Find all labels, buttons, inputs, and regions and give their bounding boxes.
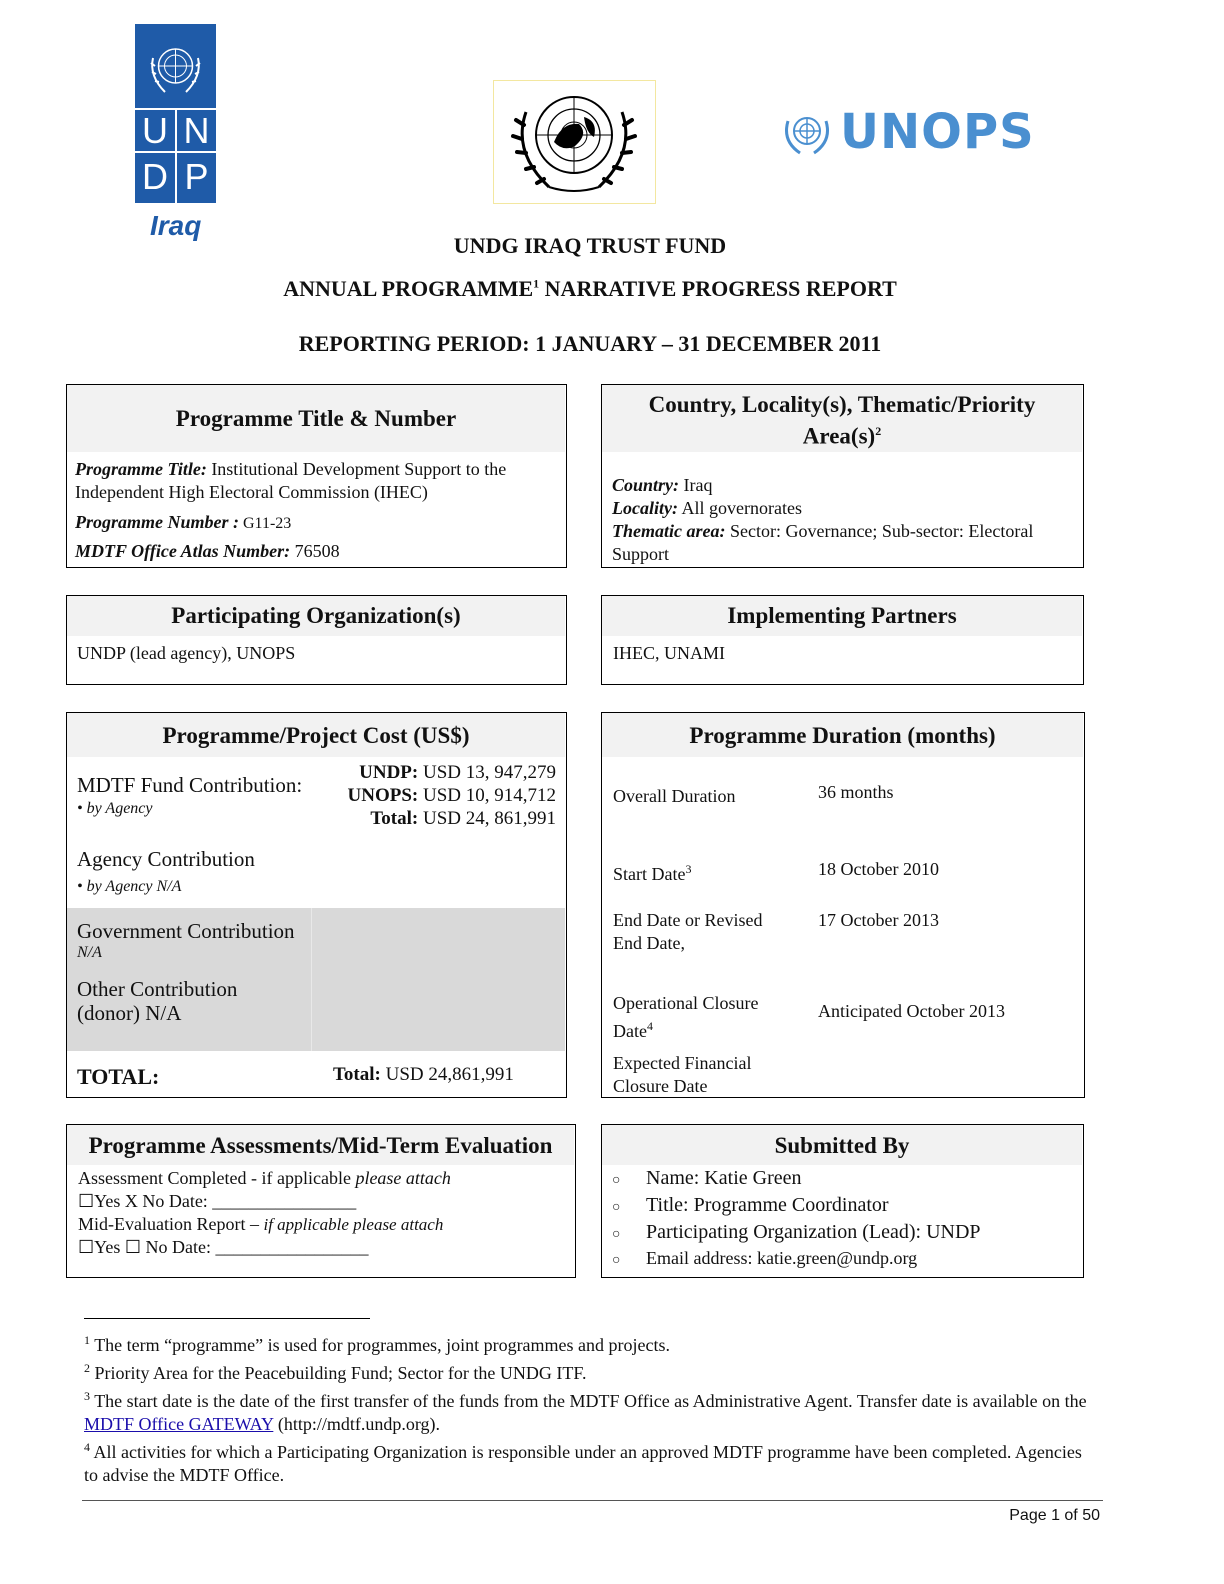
un-emblem-icon <box>504 87 645 199</box>
report-title-fund: UNDG IRAQ TRUST FUND <box>453 233 727 258</box>
country-field <box>612 474 1077 497</box>
footnote-text: The start date is the date of the first transfer of the funds from the MDTF Office as Administrative Agent. Transfer date is available on the <box>94 1391 1087 1411</box>
locality-label: Locality: <box>612 498 678 518</box>
footnote-3 <box>84 1385 1094 1436</box>
thematic-value: Sector: Governance; Sub-sector: Electoral Support <box>612 521 1034 564</box>
submitted-box <box>601 1124 1084 1278</box>
un-emblem-icon <box>145 36 206 102</box>
operational-closure-label-2: Date <box>613 1021 647 1041</box>
mdtf-gateway-link[interactable]: MDTF Office GATEWAY <box>84 1414 274 1434</box>
grand-total <box>333 1064 514 1086</box>
other-label-1: Other Contribution <box>77 977 238 1001</box>
programme-title-box <box>66 384 567 568</box>
footnote-ref-4: 4 <box>646 1019 653 1033</box>
grand-total-text-label: Total: <box>333 1064 381 1085</box>
assessment-yes-checkbox[interactable]: ☐ <box>78 1191 95 1211</box>
end-date-label-2: End Date, <box>613 933 685 953</box>
start-date-value: 18 October 2010 <box>818 859 939 879</box>
implementing-header: Implementing Partners <box>602 596 1082 636</box>
overall-duration-label: Overall Duration <box>613 786 736 806</box>
agency-sub-text: by Agency N/A <box>86 878 182 895</box>
mdtf-label: MDTF Fund Contribution: <box>77 773 303 797</box>
unops-emblem-icon <box>780 107 834 157</box>
unops-wordmark: UNOPS <box>840 104 1035 160</box>
total-amount <box>348 807 557 830</box>
other-contribution <box>77 977 237 1025</box>
mid-yes-checkbox[interactable]: ☐ <box>78 1237 95 1257</box>
implementing-value: IHEC, UNAMI <box>613 643 725 663</box>
mid-no-text: No Date: _________________ <box>140 1237 369 1257</box>
atlas-number-label: MDTF Office Atlas Number: <box>75 541 291 561</box>
government-contribution <box>77 919 295 962</box>
submitted-title: Title: Programme Coordinator <box>646 1194 889 1216</box>
mid-evaluation-label: Mid-Evaluation Report – <box>78 1214 264 1234</box>
footnote-text-post: (http://mdtf.undp.org). <box>273 1414 440 1434</box>
start-date-label-text: Start Date <box>613 864 686 884</box>
country-header-line2-wrap <box>602 418 1082 450</box>
assessments-content <box>78 1167 568 1259</box>
participating-header: Participating Organization(s) <box>67 596 565 636</box>
submitted-email: Email address: katie.green@undp.org <box>646 1248 918 1268</box>
programme-title-value: Institutional Development Support to the Independent High Electoral Commission (IHEC) <box>75 459 507 502</box>
footnote-text: The term “programme” is used for programmes, joint programmes and projects. <box>94 1335 671 1355</box>
undp-letter-p: P <box>184 156 209 197</box>
page-number: Page 1 of 50 <box>1009 1507 1100 1524</box>
atlas-number-value: 76508 <box>290 541 340 561</box>
cost-header: Programme/Project Cost (US$) <box>67 713 565 757</box>
bullet-circle-icon: ○ <box>612 1253 621 1268</box>
thematic-label: Thematic area: <box>612 521 726 541</box>
footer-rule <box>82 1500 1103 1501</box>
footnote-num: 1 <box>84 1333 90 1347</box>
financial-closure-label <box>613 1052 751 1098</box>
programme-title-field <box>75 458 560 504</box>
end-date-label-1: End Date or Revised <box>613 910 763 930</box>
programme-title-content <box>75 458 560 563</box>
agency-contribution <box>77 847 255 896</box>
grand-total-label: TOTAL: <box>77 1064 160 1089</box>
government-sub: N/A <box>77 944 102 961</box>
country-header-line1: Country, Locality(s), Thematic/Priority <box>648 392 1036 417</box>
programme-title-header: Programme Title & Number <box>67 385 565 452</box>
submitted-item-email <box>612 1247 1077 1272</box>
programme-title-label: Programme Title: <box>75 459 207 479</box>
unops-amount-label: UNOPS: <box>347 785 419 806</box>
country-content <box>612 474 1077 566</box>
undp-amount <box>348 761 557 784</box>
bullet-circle-icon: ○ <box>612 1173 621 1188</box>
locality-value: All governorates <box>677 498 802 518</box>
end-date-value: 17 October 2013 <box>818 910 939 930</box>
shaded-contributions <box>67 908 565 1051</box>
un-emblem-frame <box>493 80 656 204</box>
undp-amount-value: USD 13, 947,279 <box>418 762 556 783</box>
overall-duration-value: 36 months <box>818 782 894 802</box>
operational-closure-label-2-wrap <box>613 1015 758 1043</box>
cost-box <box>66 712 567 1098</box>
duration-header: Programme Duration (months) <box>602 713 1083 757</box>
end-date-label <box>613 909 762 955</box>
submitted-item-org <box>612 1220 1077 1247</box>
locality-field <box>612 497 1077 520</box>
submitted-item-title <box>612 1193 1077 1220</box>
report-title-main-pre: ANNUAL PROGRAMME <box>283 276 534 301</box>
undp-country-label: Iraq <box>150 210 202 241</box>
assessment-attach: please attach <box>355 1168 451 1188</box>
submitted-name: Name: Katie Green <box>646 1167 802 1189</box>
footnote-ref-3: 3 <box>685 862 692 876</box>
bullet-circle-icon: ○ <box>612 1200 621 1215</box>
assessment-options <box>78 1190 568 1213</box>
agency-sub: • by Agency N/A <box>77 878 182 895</box>
mid-evaluation <box>78 1213 568 1236</box>
mid-evaluation-attach: if applicable please attach <box>263 1215 444 1234</box>
programme-number-field <box>75 511 560 535</box>
submitted-header: Submitted By <box>602 1125 1082 1165</box>
agency-label: Agency Contribution <box>77 847 255 871</box>
start-date-label <box>613 858 691 886</box>
footnote-ref-2: 2 <box>875 424 882 438</box>
thematic-field <box>612 520 1077 566</box>
undp-letter-n: N <box>183 110 210 151</box>
undp-logo <box>135 24 216 203</box>
other-label-2: (donor) N/A <box>77 1001 182 1025</box>
submitted-org: Participating Organization (Lead): UNDP <box>646 1221 981 1243</box>
footnote-num: 2 <box>84 1361 90 1375</box>
mid-evaluation-options <box>78 1236 568 1259</box>
undp-amount-label: UNDP: <box>359 762 419 783</box>
operational-closure-value: Anticipated October 2013 <box>818 1001 1005 1021</box>
implementing-box <box>601 595 1084 685</box>
assessment-label: Assessment Completed - if applicable <box>78 1168 356 1188</box>
country-header-line2: Area(s) <box>802 423 876 449</box>
mid-no-checkbox[interactable]: ☐ <box>124 1237 141 1257</box>
atlas-number-field <box>75 540 560 563</box>
operational-closure-label <box>613 992 758 1043</box>
unops-amount <box>348 784 557 807</box>
footnote-ref-1: 1 <box>533 276 540 291</box>
financial-closure-label-1: Expected Financial <box>613 1053 752 1073</box>
footnote-1 <box>84 1329 1094 1357</box>
unops-amount-value: USD 10, 914,712 <box>418 785 556 806</box>
total-amount-value: USD 24, 861,991 <box>418 808 556 829</box>
country-value: Iraq <box>679 475 713 495</box>
mid-yes-label: Yes <box>94 1237 125 1257</box>
government-label: Government Contribution <box>77 919 295 943</box>
submitted-item-name <box>612 1166 1077 1193</box>
operational-closure-label-1: Operational Closure <box>613 993 759 1013</box>
footnote-separator <box>84 1318 370 1319</box>
footnotes <box>84 1329 1094 1487</box>
footnote-num: 3 <box>84 1389 90 1403</box>
participating-box <box>66 595 567 685</box>
participating-value: UNDP (lead agency), UNOPS <box>77 643 296 663</box>
mdtf-amounts <box>348 761 557 830</box>
report-title-main <box>0 276 1180 302</box>
footnote-text: All activities for which a Participating Organization is responsible under an approved MDTF programme have been completed. Agencies to advise the MDTF Office. <box>84 1442 1082 1485</box>
footnote-4 <box>84 1436 1094 1487</box>
undp-letter-d: D <box>142 156 168 197</box>
submitted-list <box>612 1166 1077 1272</box>
assessment-options-text: Yes X No Date: ________________ <box>94 1191 357 1211</box>
total-amount-label: Total: <box>370 808 419 829</box>
mdtf-sub: • by Agency <box>77 800 153 817</box>
duration-box <box>601 712 1085 1098</box>
country-label: Country: <box>612 475 680 495</box>
undp-letter-u: U <box>142 110 168 151</box>
footnote-text: Priority Area for the Peacebuilding Fund; Sector for the UNDG ITF. <box>94 1363 587 1383</box>
footnote-num: 4 <box>84 1440 90 1454</box>
assessments-header: Programme Assessments/Mid-Term Evaluation <box>67 1125 574 1165</box>
assessment-completed <box>78 1167 568 1190</box>
grand-total-value: USD 24,861,991 <box>380 1064 514 1085</box>
country-box <box>601 384 1084 568</box>
assessments-box <box>66 1124 576 1278</box>
report-period: REPORTING PERIOD: 1 JANUARY – 31 DECEMBER 2011 <box>298 331 882 356</box>
mdtf-contribution <box>77 773 302 818</box>
financial-closure-label-2: Closure Date <box>613 1076 708 1096</box>
report-title-main-post: NARRATIVE PROGRESS REPORT <box>539 276 897 301</box>
footnote-2 <box>84 1357 1094 1385</box>
programme-number-value: G11-23 <box>239 515 292 532</box>
programme-number-label: Programme Number : <box>75 512 239 532</box>
country-header <box>602 385 1082 452</box>
bullet-circle-icon: ○ <box>612 1227 621 1242</box>
mdtf-sub-text: by Agency <box>86 800 153 817</box>
